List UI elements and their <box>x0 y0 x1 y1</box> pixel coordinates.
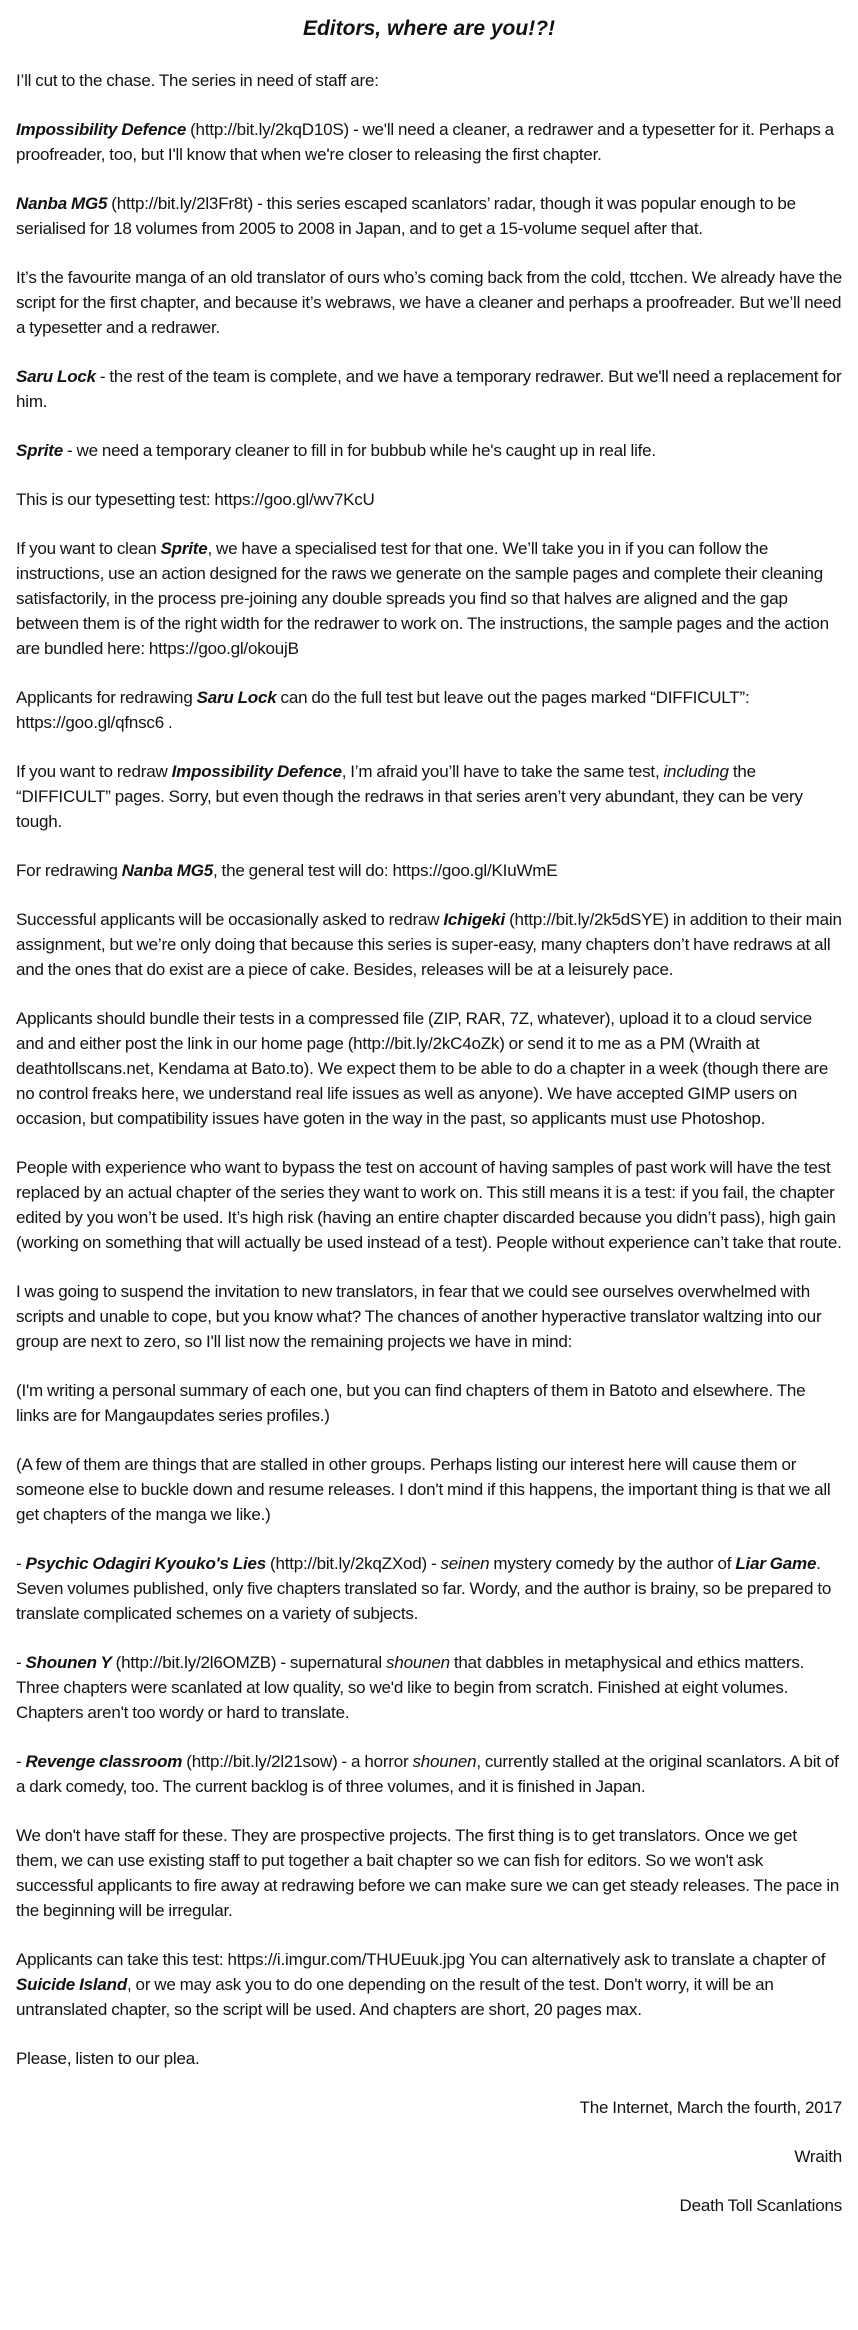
text-segment: It’s the favourite manga of an old translator of ours who’s coming back from the cold, ttcchen. We already have the script for the first chapter, and because it’s webraws, we have a cleaner and perhaps a proofreader. But we’ll need a typesetter and a redrawer. <box>16 268 842 337</box>
text-segment: I’ll cut to the chase. The series in need of staff are: <box>16 71 379 90</box>
series-title: Sprite <box>160 539 208 558</box>
signature-line: Wraith <box>794 2147 842 2166</box>
signature-block <box>16 2095 842 2218</box>
series-title: Sprite <box>16 441 63 460</box>
text-segment: People with experience who want to bypass the test on account of having samples of past work will have the test replaced by an actual chapter of the series they want to work on. This still means it is a test: if you fail, the chapter edited by you won’t be used. It’s high risk (having an entire chapter discarded because you didn’t pass), high gain (working on something that will actually be used instead of a test). People without experience can’t take that route. <box>16 1158 842 1252</box>
paragraph <box>16 117 842 167</box>
paragraph <box>16 191 842 241</box>
text-segment: , I’m afraid you’ll have to take the same test, <box>341 762 664 781</box>
text-segment: (http://bit.ly/2k5dSYE) in addition to their main assignment, but we’re only doing that because this series is super-easy, many chapters don’t have redraws at all and the ones that do exist are a piece of cake. Besides, releases will be at a leisurely pace. <box>16 910 842 979</box>
text-segment: Applicants should bundle their tests in a compressed file (ZIP, RAR, 7Z, whatever), upload it to a cloud service and and either post the link in our home page (http://bit.ly/2kC4oZk) or send it to me as a PM (Wraith at deathtollscans.net, Kendama at Bato.to). We expect them to be able to do a chapter in a week (though there are no control freaks here, we understand real life issues as well as anyone). We have accepted GIMP users on occasion, but compatibility issues have goten in the way in the past, so applicants must use Photoshop. <box>16 1009 829 1128</box>
paragraph <box>16 1279 842 1354</box>
paragraph <box>16 759 842 834</box>
paragraph <box>16 1452 842 1527</box>
paragraph <box>16 364 842 414</box>
paragraph <box>16 1006 842 1131</box>
text-segment: (http://bit.ly/2l6OMZB) - supernatural <box>111 1653 387 1672</box>
text-segment: We don't have staff for these. They are prospective projects. The first thing is to get translators. Once we get them, we can use existing staff to put together a bait chapter so we can fish for editors. So we won't ask successful applicants to fire away at redrawing before we can make sure we can get steady releases. The pace in the beginning will be irregular. <box>16 1826 840 1920</box>
text-segment: This is our typesetting test: https://goo.gl/wv7KcU <box>16 490 375 509</box>
text-segment: (http://bit.ly/2kqD10S) - we'll need a cleaner, a redrawer and a typesetter for it. Perhaps a proofreader, too, but I'll know that when we're closer to releasing the first chapter. <box>16 120 834 164</box>
series-title: Suicide Island <box>16 1975 128 1994</box>
text-segment: - <box>16 1653 26 1672</box>
paragraph <box>16 1749 842 1799</box>
series-title: Saru Lock <box>196 688 277 707</box>
paragraph <box>16 265 842 340</box>
series-title: Saru Lock <box>16 367 96 386</box>
text-segment: - we need a temporary cleaner to fill in for bubbub while he's caught up in real life. <box>62 441 656 460</box>
series-title: Ichigeki <box>443 910 506 929</box>
series-title: Shounen Y <box>25 1653 112 1672</box>
paragraph <box>16 858 842 883</box>
text-segment: , the general test will do: https://goo.gl/KIuWmE <box>213 861 558 880</box>
paragraph <box>16 487 842 512</box>
text-segment: Applicants for redrawing <box>16 688 197 707</box>
text-segment: Successful applicants will be occasionally asked to redraw <box>16 910 444 929</box>
text-segment: , or we may ask you to do one depending on the result of the test. Don't worry, it will be an untranslated chapter, so the script will be used. And chapters are short, 20 pages max. <box>16 1975 774 2019</box>
series-title: Nanba MG5 <box>16 194 108 213</box>
paragraph <box>16 1650 842 1725</box>
paragraph <box>16 907 842 982</box>
text-segment: Applicants can take this test: https://i.imgur.com/THUEuuk.jpg You can alternatively ask to translate a chapter of <box>16 1950 826 1969</box>
paragraph <box>16 1823 842 1923</box>
text-segment: If you want to redraw <box>16 762 172 781</box>
series-title: Revenge classroom <box>25 1752 183 1771</box>
paragraph <box>16 2046 842 2071</box>
text-segment: - <box>16 1752 26 1771</box>
text-segment: (I'm writing a personal summary of each one, but you can find chapters of them in Batoto and elsewhere. The links are for Mangaupdates series profiles.) <box>16 1381 806 1425</box>
series-title: Nanba MG5 <box>121 861 214 880</box>
emphasized-text: shounen <box>386 1653 450 1672</box>
paragraph <box>16 68 842 93</box>
emphasized-text: including <box>663 762 729 781</box>
signature-line: Death Toll Scanlations <box>679 2196 842 2215</box>
text-segment: , currently stalled at the original scanlators. A bit of a dark comedy, too. The current backlog is of three volumes, and it is finished in Japan. <box>16 1752 839 1796</box>
paragraph <box>16 1947 842 2022</box>
series-title: Psychic Odagiri Kyouko's Lies <box>25 1554 266 1573</box>
signature-line: The Internet, March the fourth, 2017 <box>579 2098 842 2117</box>
text-segment: , we have a specialised test for that one. We’ll take you in if you can follow the instructions, use an action designed for the raws we generate on the sample pages and complete their cleaning satisfactorily, in the process pre-joining any double spreads you find so that halves are aligned and the gap between them is of the right width for the redrawer to work on. The instructions, the sample pages and the action are bundled here: https://goo.gl/okoujB <box>16 539 829 658</box>
paragraph <box>16 685 842 735</box>
text-segment: If you want to clean <box>16 539 161 558</box>
text-segment: - the rest of the team is complete, and we have a temporary redrawer. But we'll need a replacement for him. <box>16 367 842 411</box>
series-title: Impossibility Defence <box>16 120 187 139</box>
document-body <box>16 68 842 2071</box>
page-title: Editors, where are you!?! <box>302 17 556 40</box>
text-segment: that dabbles in metaphysical and ethics matters. Three chapters were scanlated at low quality, so we'd like to begin from scratch. Finished at eight volumes. Chapters aren't too wordy or hard to translate. <box>16 1653 805 1722</box>
emphasized-text: seinen <box>440 1554 490 1573</box>
text-segment: can do the full test but leave out the pages marked “DIFFICULT”: https://goo.gl/qfnsc6 . <box>16 688 750 732</box>
text-segment: - <box>16 1554 26 1573</box>
paragraph <box>16 1551 842 1626</box>
paragraph <box>16 438 842 463</box>
text-segment: (http://bit.ly/2kqZXod) - <box>265 1554 441 1573</box>
text-segment: the “DIFFICULT” pages. Sorry, but even though the redraws in that series aren’t very abundant, they can be very tough. <box>16 762 803 831</box>
series-title: Impossibility Defence <box>171 762 342 781</box>
text-segment: mystery comedy by the author of <box>489 1554 736 1573</box>
text-segment: Please, listen to our plea. <box>16 2049 200 2068</box>
text-segment: (http://bit.ly/2l21sow) - a horror <box>182 1752 413 1771</box>
paragraph <box>16 536 842 661</box>
paragraph <box>16 1378 842 1428</box>
text-segment: (A few of them are things that are stalled in other groups. Perhaps listing our interest here will cause them or someone else to buckle down and resume releases. I don't mind if this happens, the important thing is that we all get chapters of the manga we like.) <box>16 1455 831 1524</box>
paragraph <box>16 1155 842 1255</box>
text-segment: For redrawing <box>16 861 122 880</box>
text-segment: I was going to suspend the invitation to new translators, in fear that we could see ourselves overwhelmed with scripts and unable to cope, but you know what? The chances of another hyperactive translator waltzing into our group are next to zero, so I'll list now the remaining projects we have in mind: <box>16 1282 822 1351</box>
text-segment: . Seven volumes published, only five chapters translated so far. Wordy, and the author is brainy, so be prepared to translate complicated schemes on a variety of subjects. <box>16 1554 832 1623</box>
text-segment: (http://bit.ly/2l3Fr8t) - this series escaped scanlators’ radar, though it was popular enough to be serialised for 18 volumes from 2005 to 2008 in Japan, and to get a 15-volume sequel after that. <box>16 194 796 238</box>
emphasized-text: shounen <box>412 1752 477 1771</box>
series-title: Liar Game <box>735 1554 817 1573</box>
